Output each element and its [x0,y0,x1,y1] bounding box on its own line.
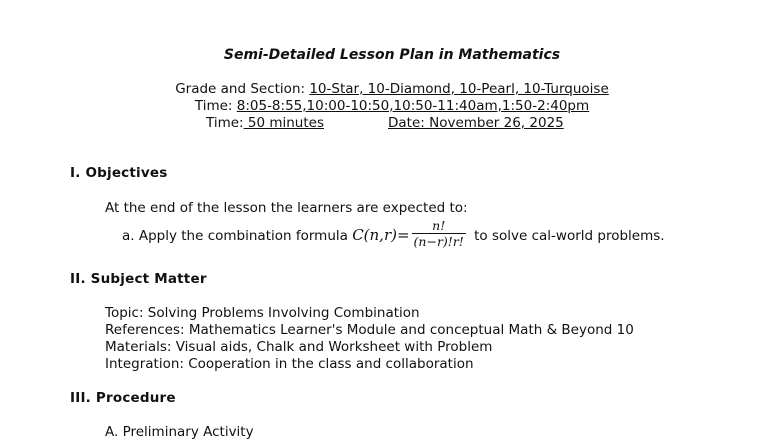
grade-label: Grade and Section: [175,81,310,97]
subject-matter-heading: II. Subject Matter [70,271,207,287]
duration-label: Time: [206,115,244,131]
formula-fraction [412,219,466,249]
subject-topic: Topic: Solving Problems Involving Combination [105,305,420,321]
subject-integration: Integration: Cooperation in the class and collaboration [105,356,474,372]
formula-numerator: n! [432,218,446,233]
time-value: 8:05-8:55,10:00-10:50,10:50-11:40am,1:50-2:40pm [236,98,590,114]
formula-lhs: C(n,r)= [352,226,410,244]
objective-item-prefix: a. Apply the combination formula [122,228,353,244]
time-label: Time: [194,98,237,114]
subject-references: References: Mathematics Learner's Module and conceptual Math & Beyond 10 [105,322,634,338]
procedure-heading: III. Procedure [70,390,176,406]
duration-value: 50 minutes [243,115,325,131]
objectives-heading: I. Objectives [70,165,168,181]
objectives-intro: At the end of the lesson the learners are expected to: [105,200,468,216]
objective-item-suffix: to solve cal-world problems. [469,228,665,244]
duration-date-line [206,115,324,131]
formula-denominator: (n−r)!r! [413,234,464,249]
date-value: Date: November 26, 2025 [388,115,564,131]
grade-value: 10-Star, 10-Diamond, 10-Pearl, 10-Turquoise [309,81,609,97]
document-title: Semi-Detailed Lesson Plan in Mathematics [223,47,561,63]
subject-materials: Materials: Visual aids, Chalk and Worksheet with Problem [105,339,493,355]
time-line [0,98,784,114]
objective-item-a [122,218,665,252]
procedure-item-a: A. Preliminary Activity [105,424,254,440]
grade-section-line [0,81,784,97]
